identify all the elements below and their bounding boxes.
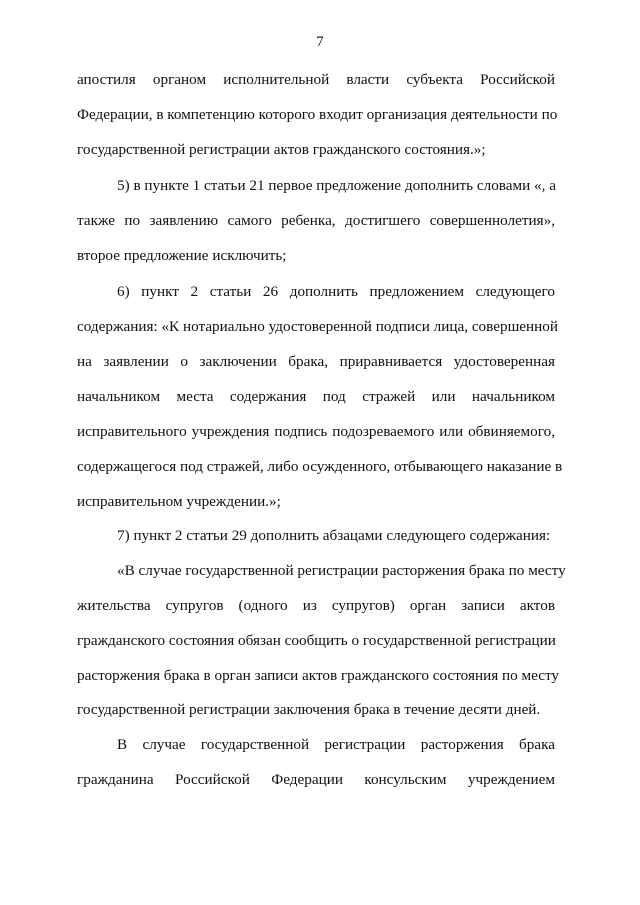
text-line: исправительного учреждения подпись подозреваемого или обвиняемого, bbox=[77, 423, 555, 440]
page-number: 7 bbox=[316, 34, 324, 50]
text-line: исправительном учреждении.»; bbox=[77, 493, 281, 510]
text-line: на заявлении о заключении брака, приравнивается удостоверенная bbox=[77, 353, 555, 370]
text-line: содержания: «К нотариально удостоверенной подписи лица, совершенной bbox=[77, 318, 558, 335]
text-line: также по заявлению самого ребенка, достигшего совершеннолетия», bbox=[77, 212, 555, 229]
text-line: Федерации, в компетенцию которого входит организация деятельности по bbox=[77, 106, 558, 123]
text-line: гражданина Российской Федерации консульским учреждением bbox=[77, 771, 555, 788]
text-line: апостиля органом исполнительной власти субъекта Российской bbox=[77, 71, 555, 88]
text-line: расторжения брака в орган записи актов гражданского состояния по месту bbox=[77, 667, 560, 684]
text-line: государственной регистрации актов гражданского состояния.»; bbox=[77, 141, 486, 158]
text-line: «В случае государственной регистрации расторжения брака по месту bbox=[117, 562, 566, 579]
text-line: государственной регистрации заключения брака в течение десяти дней. bbox=[77, 701, 541, 718]
text-line: 6) пункт 2 статьи 26 дополнить предложением следующего bbox=[117, 283, 555, 300]
text-line: гражданского состояния обязан сообщить о государственной регистрации bbox=[77, 632, 556, 649]
text-line: жительства супругов (одного из супругов) орган записи актов bbox=[77, 597, 555, 614]
text-line: В случае государственной регистрации расторжения брака bbox=[117, 736, 555, 753]
text-line: второе предложение исключить; bbox=[77, 247, 287, 264]
text-line: содержащегося под стражей, либо осужденного, отбывающего наказание в bbox=[77, 458, 563, 475]
text-line: начальником места содержания под стражей или начальником bbox=[77, 388, 555, 405]
text-line: 5) в пункте 1 статьи 21 первое предложение дополнить словами «, а bbox=[117, 177, 556, 194]
text-line: 7) пункт 2 статьи 29 дополнить абзацами следующего содержания: bbox=[117, 527, 551, 544]
